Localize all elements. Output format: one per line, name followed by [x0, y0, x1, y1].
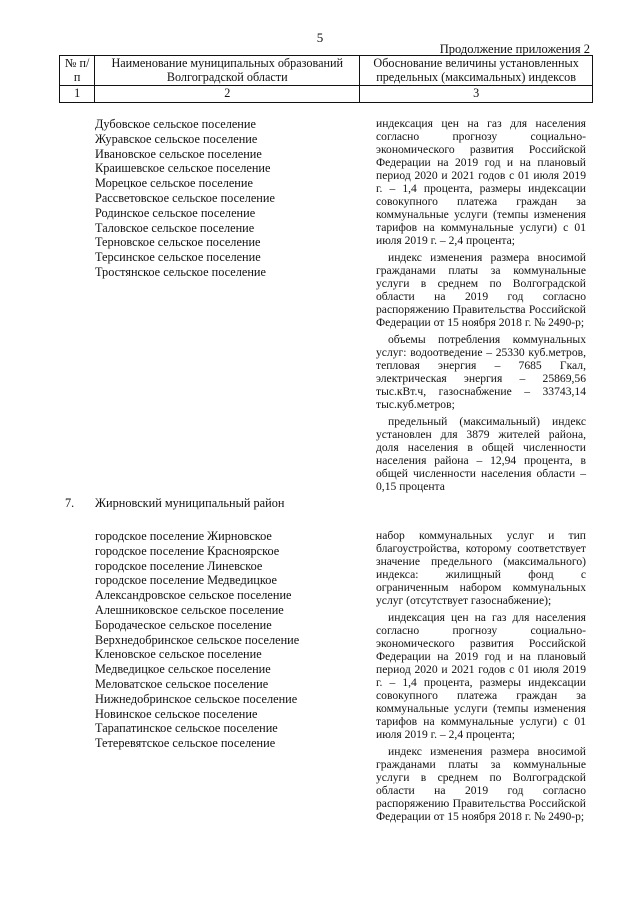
list-item: Тростянское сельское поселение [95, 264, 266, 279]
district-name: Жирновский муниципальный район [95, 496, 285, 510]
list-item: Морецкое сельское поселение [95, 176, 253, 191]
list-item: Рассветовское сельское поселение [95, 190, 275, 205]
justification-b [376, 529, 586, 827]
list-item: Дубовское сельское поселение [95, 117, 256, 131]
list-item: Краишевское сельское поселение [95, 161, 271, 176]
list-item: Тетеревятское сельское поселение [95, 736, 276, 751]
list-item: Верхнедобринское сельское поселение [95, 632, 300, 647]
list-item: Алешниковское сельское поселение [95, 602, 284, 617]
list-item: Бородаческое сельское поселение [95, 617, 272, 632]
continuation-note: Продолжение приложения 2 [439, 42, 590, 56]
list-item: Новинское сельское поселение [95, 706, 258, 721]
list-item: Ивановское сельское поселение [95, 146, 262, 161]
list-item: Меловатское сельское поселение [95, 676, 269, 691]
header-col-justification: Обоснование величины установленных предельных (максимальных) индексов [360, 56, 593, 86]
header-col-number: № п/п [60, 56, 95, 86]
list-item: городское поселение Жирновское [95, 529, 272, 543]
justification-paragraph: индекс изменения размера вносимой гражданами платы за коммунальные услуги в среднем по Волгоградской области на 2019 год согласно распоряжению Правительства Российской Федерации от 15 ноября 2018 г. № 2490-р; [376, 251, 586, 329]
justification-a [376, 117, 586, 497]
list-item: Кленовское сельское поселение [95, 647, 262, 662]
list-item: Александровское сельское поселение [95, 588, 292, 603]
justification-paragraph: индексация цен на газ для населения согласно прогнозу социально-экономического развития Российской Федерации на 2019 год и на плановый период 2020 и 2021 годов с 01 июля 2019 г. – 1,4 процента, размеры индексации совокупного платежа граждан за коммунальные услуги (темпы изменения тарифов на коммунальные услуги) с 01 июля 2019 г. – 2,4 процента; [376, 611, 586, 741]
row-number-7: 7. [65, 496, 75, 510]
header-num-1: 1 [60, 86, 95, 103]
list-item: городское поселение Линевское [95, 558, 263, 573]
page-number: 5 [316, 30, 324, 45]
header-num-3: 3 [360, 86, 593, 103]
justification-paragraph: объемы потребления коммунальных услуг: водоотведение – 25330 куб.метров, тепловая энергия – 7685 Гкал, электрическая энергия – 25869,56 тыс.кВт.ч, газоснабжение – 33743,14 тыс.куб.метров; [376, 333, 586, 411]
header-num-2: 2 [95, 86, 360, 103]
list-item: Тарапатинское сельское поселение [95, 721, 278, 736]
list-item: Родинское сельское поселение [95, 205, 256, 220]
justification-paragraph: индекс изменения размера вносимой гражданами платы за коммунальные услуги в среднем по Волгоградской области на 2019 год согласно распоряжению Правительства Российской Федерации от 15 ноября 2018 г. № 2490-р; [376, 745, 586, 823]
header-col-name: Наименование муниципальных образований Волгоградской области [95, 56, 360, 86]
list-item: Нижнедобринское сельское поселение [95, 691, 298, 706]
list-item: Терновское сельское поселение [95, 235, 261, 250]
list-item: Медведицкое сельское поселение [95, 662, 271, 677]
justification-paragraph: набор коммунальных услуг и тип благоустройства, которому соответствует значение предельного (максимального) индекса: жилищный фонд с ограниченным набором коммунальных услуг (отсутствует газоснабжение); [376, 529, 586, 607]
list-item: городское поселение Красноярское [95, 543, 280, 558]
list-item: Таловское сельское поселение [95, 220, 255, 235]
settlements-list-b [95, 529, 299, 751]
settlements-list-a [95, 117, 275, 280]
justification-paragraph: предельный (максимальный) индекс установлен для 3879 жителей района, доля населения в общей численности населения района – 12,94 процента, в общей численности населения области – 0,15 процента [376, 415, 586, 493]
list-item: городское поселение Медведицкое [95, 573, 277, 588]
list-item: Терсинское сельское поселение [95, 250, 261, 265]
justification-paragraph: индексация цен на газ для населения согласно прогнозу социально-экономического развития Российской Федерации на 2019 год и на плановый период 2020 и 2021 годов с 01 июля 2019 г. – 1,4 процента, размеры индексации совокупного платежа граждан за коммунальные услуги (темпы изменения тарифов на коммунальные услуги) с 01 июля 2019 г. – 2,4 процента; [376, 117, 586, 247]
list-item: Журавское сельское поселение [95, 131, 258, 146]
table-header [59, 55, 593, 103]
